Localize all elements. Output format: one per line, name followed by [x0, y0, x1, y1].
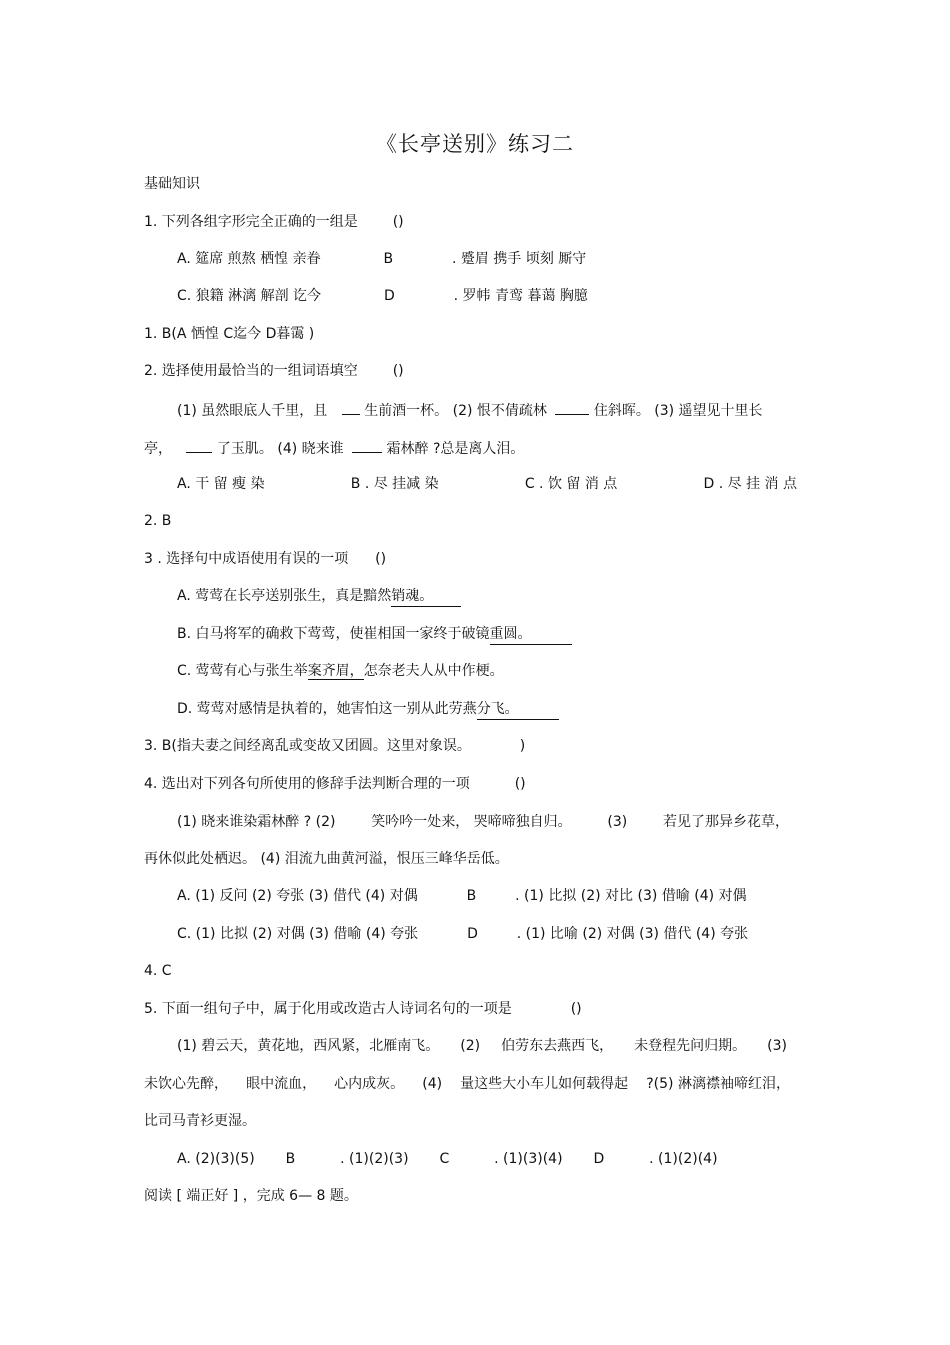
q5-sentence-2b: 未登程先问归期。: [634, 1038, 747, 1054]
q4-sentence-1: (1) 晓来谁染霜林醉 ? (2): [177, 814, 336, 830]
q4-stem: [144, 774, 526, 794]
q1-options-ab: [177, 249, 586, 269]
q1-a-text: 筵席 煎熬 栖惶 亲眷: [195, 251, 321, 267]
q2-blank-1: [342, 399, 360, 415]
q4-answer: 4. C: [144, 963, 172, 979]
q3-option-c-underlined: 案齐眉，: [307, 663, 364, 679]
q1-b-label: B: [383, 251, 394, 267]
q3-option-d-text: D. 莺莺对感情是执着的，她害怕这一别从此劳燕: [177, 701, 477, 717]
q2-stem: [144, 361, 404, 381]
q1-stem: [144, 212, 404, 232]
q3-paren: (): [375, 551, 387, 567]
q4-option-b-label: B: [466, 888, 477, 904]
page-title: 《长亭送别》练习二: [376, 132, 574, 156]
q5-sentence-3b: 眼中流血，: [246, 1076, 317, 1092]
q2-fragment-4: 亭，: [144, 441, 172, 457]
q4-sentences-line1: [177, 812, 789, 832]
q4-sentences-line2: 再休似此处栖迟。 (4) 泪流九曲黄河溢，恨压三峰华岳低。: [144, 851, 509, 867]
q4-option-d: . (1) 比喻 (2) 对偶 (3) 借代 (4) 夸张: [516, 926, 749, 942]
q2-fragment-1: (1) 虽然眼底人千里，且: [177, 403, 328, 419]
q4-paren: (): [514, 776, 526, 792]
q1-answer: 1. B(A 恓惶 C迄今 D暮霭 ): [144, 326, 315, 342]
q5-option-c-label: C: [439, 1151, 450, 1167]
q5-stem: [144, 999, 582, 1019]
q2-fragment-6: 霜林醉 ?总是离人泪。: [386, 441, 525, 457]
q5-sentence-5: ?(5) 淋漓襟袖啼红泪，: [646, 1076, 790, 1092]
q5-paren: (): [570, 1001, 582, 1017]
q3-option-a: [177, 586, 461, 607]
q3-option-b-underlined: 重圆。: [490, 624, 572, 645]
q4-sentence-3-label: (3): [607, 814, 628, 830]
q3-option-d-underlined: 分飞。: [477, 699, 559, 720]
q5-stem-text: 5. 下面一组句子中，属于化用或改造古人诗词名句的一项是: [144, 1001, 512, 1017]
q2-blank-4: [352, 437, 382, 453]
q5-option-a: A. (2)(3)(5): [177, 1151, 255, 1167]
q2-answer: 2. B: [144, 513, 172, 529]
q1-c-label: C.: [177, 288, 192, 304]
q1-options-cd: [177, 286, 588, 306]
q1-a-label: A.: [177, 251, 191, 267]
q5-sentence-2a: 伯劳东去燕西飞，: [501, 1038, 614, 1054]
q1-d-label: D: [383, 288, 395, 304]
q2-option-c: C . 饮 留 消 点: [524, 476, 618, 492]
q5-sentence-4: 量这些大小车儿如何载得起: [460, 1076, 629, 1092]
q2-blank-2: [555, 399, 589, 415]
q5-sentences-line1: [177, 1036, 787, 1056]
q3-option-c: [177, 661, 504, 681]
q2-fragment-5: 了玉肌。 (4) 晓来谁: [216, 441, 344, 457]
q3-option-b-text: B. 白马将军的确救下莺莺，使崔相国一家终于破镜: [177, 626, 490, 642]
q4-sentence-2: 笑吟吟一处来， 哭啼啼独自归。: [371, 814, 572, 830]
q2-stem-text: 2. 选择使用最恰当的一组词语填空: [144, 363, 358, 379]
q5-sentence-4-label: (4): [422, 1076, 443, 1092]
q5-sentences-line2: [144, 1074, 790, 1094]
section-heading: 基础知识: [144, 176, 200, 192]
q5-option-d-label: D: [593, 1151, 605, 1167]
reading-instruction: 阅读 [ 端正好 ] ，完成 6— 8 题。: [144, 1188, 358, 1204]
q2-options: [177, 474, 797, 494]
q2-sentence-line2: [144, 437, 524, 459]
q1-c-text: 狼籍 淋漓 解剖 讫今: [195, 288, 322, 304]
q3-option-b: [177, 624, 572, 645]
q1-stem-text: 1. 下列各组字形完全正确的一组是: [144, 214, 358, 230]
q3-stem-text: 3 . 选择句中成语使用有误的一项: [144, 551, 349, 567]
q4-option-c: C. (1) 比拟 (2) 对偶 (3) 借喻 (4) 夸张: [177, 926, 419, 942]
q2-option-d: D . 尽 挂 消 点: [703, 476, 797, 492]
q3-answer-close: ): [519, 738, 526, 754]
q2-option-a: A. 干 留 瘦 染: [177, 476, 265, 492]
q3-option-d: [177, 699, 559, 720]
q4-option-d-label: D: [467, 926, 478, 942]
q3-option-a-underlined: 销魂。: [391, 586, 461, 607]
q4-sentence-3: 若见了那异乡花草，: [663, 814, 789, 830]
q4-stem-text: 4. 选出对下列各句所使用的修辞手法判断合理的一项: [144, 776, 470, 792]
q1-b-text: . 蹙眉 携手 顷刻 厮守: [452, 251, 587, 267]
q5-options: [177, 1149, 718, 1169]
q3-answer: [144, 736, 525, 756]
q3-option-c-text2: 怎奈老夫人从中作梗。: [363, 663, 504, 679]
q2-fragment-2: 生前酒一杯。 (2) 恨不倩疏林: [364, 403, 547, 419]
q2-sentence-line1: [177, 399, 763, 421]
q4-option-b: . (1) 比拟 (2) 对比 (3) 借喻 (4) 对偶: [515, 888, 747, 904]
q4-options-ab: [177, 886, 747, 906]
q5-sentence-3c: 心内成灰。: [334, 1076, 405, 1092]
q5-sentence-1: (1) 碧云天，黄花地，西风紧，北雁南飞。: [177, 1038, 440, 1054]
q5-option-b: . (1)(2)(3): [340, 1151, 409, 1167]
q1-paren: (): [392, 214, 404, 230]
q3-answer-text: 3. B(指夫妻之间经离乱或变故又团圆。这里对象误。: [144, 738, 471, 754]
q5-sentence-3a: 未饮心先醉，: [144, 1076, 228, 1092]
q2-paren: (): [392, 363, 404, 379]
q2-blank-3: [186, 437, 212, 453]
q3-stem: [144, 549, 386, 569]
q5-sentences-line3: 比司马青衫更湿。: [144, 1113, 256, 1129]
q3-option-c-text1: C. 莺莺有心与张生举: [177, 663, 308, 679]
q2-fragment-3: 住斜晖。 (3) 遥望见十里长: [593, 403, 763, 419]
q4-options-cd: [177, 924, 748, 944]
q5-option-b-label: B: [285, 1151, 296, 1167]
q5-sentence-3-label: (3): [767, 1038, 787, 1054]
q1-d-text: . 罗帏 青鸾 暮蔼 胸臆: [453, 288, 588, 304]
q4-option-a: A. (1) 反问 (2) 夸张 (3) 借代 (4) 对偶: [177, 888, 418, 904]
q2-option-b: B . 尽 挂减 染: [350, 476, 439, 492]
q5-option-c: . (1)(3)(4): [494, 1151, 563, 1167]
q5-sentence-2-label: (2): [460, 1038, 481, 1054]
q3-option-a-text: A. 莺莺在长亭送别张生，真是黯然: [177, 588, 392, 604]
q5-option-d: . (1)(2)(4): [649, 1151, 718, 1167]
